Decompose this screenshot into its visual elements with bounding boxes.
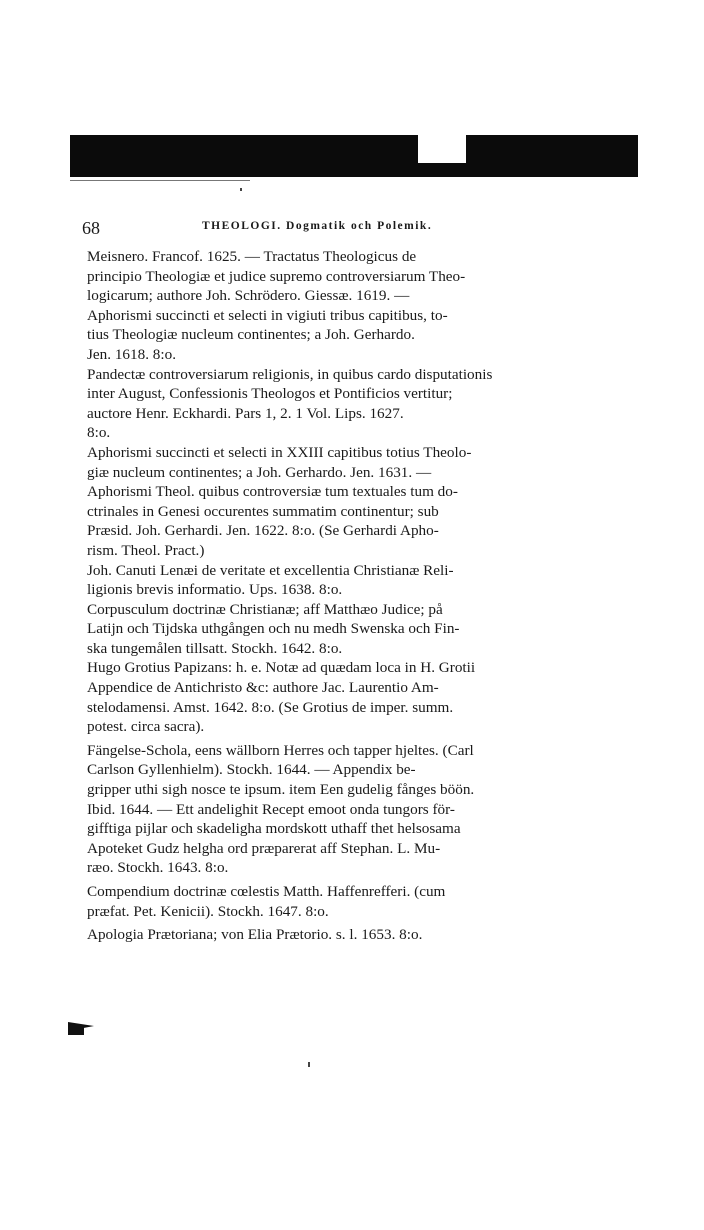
entry-line: giæ nucleum continentes; a Joh. Gerhardo. Jen. 1631. — <box>87 463 432 481</box>
entry-line: Pandectæ controversiarum religionis, in quibus cardo disputationis <box>87 365 493 383</box>
entry-line: Corpusculum doctrinæ Christianæ; aff Matthæo Judice; på <box>87 600 443 618</box>
entry-line: Latijn och Tijdska uthgången och nu medh Swenska och Fin- <box>87 620 460 638</box>
entry-line: Præsid. Joh. Gerhardi. Jen. 1622. 8:o. (Se Gerhardi Apho- <box>87 522 439 540</box>
bibliography-entry <box>87 365 647 443</box>
scan-top-black-bar <box>70 135 638 177</box>
bibliography-list <box>87 247 647 945</box>
bibliography-entry <box>87 600 647 659</box>
running-title: THEOLOGI. Dogmatik och Polemik. <box>202 220 433 232</box>
printer-mark-bar <box>68 1026 84 1035</box>
entry-line: ræo. Stockh. 1643. 8:o. <box>87 859 229 877</box>
page-number: 68 <box>82 218 100 238</box>
bibliography-entry <box>87 741 647 878</box>
entry-line: Appendice de Antichristo &c: authore Jac. Laurentio Am- <box>87 679 439 697</box>
entry-line: Meisnero. Francof. 1625. — Tractatus Theologicus de <box>87 248 417 265</box>
scan-top-notch <box>418 135 466 163</box>
entry-line: Aphorismi succincti et selecti in vigiuti tribus capitibus, to- <box>87 306 448 324</box>
entry-line: Aphorismi Theol. quibus controversiæ tum textuales tum do- <box>87 483 458 501</box>
bibliography-entry <box>87 247 647 365</box>
entry-line: gifftiga pijlar och skadeligha mordskott uthaff thet helsosama <box>87 820 461 838</box>
scan-top-rule <box>70 180 250 181</box>
entry-line: Apologia Prætoriana; von Elia Prætorio. s. l. 1653. 8:o. <box>87 926 423 944</box>
entry-line: Apoteket Gudz helgha ord præparerat aff Stephan. L. Mu- <box>87 839 441 857</box>
entry-line: Jen. 1618. 8:o. <box>87 345 177 363</box>
bibliography-entry <box>87 561 647 600</box>
entry-line: ctrinales in Genesi occurentes summatim continentur; sub <box>87 502 439 520</box>
entry-line: Joh. Canuti Lenæi de veritate et excellentia Christianæ Reli- <box>87 561 454 579</box>
entry-line: principio Theologiæ et judice supremo controversiarum Theo- <box>87 267 466 285</box>
entry-line: gripper uthi sigh nosce te ipsum. item Een gudelig fånges böön. <box>87 781 475 799</box>
entry-line: rism. Theol. Pract.) <box>87 541 205 559</box>
entry-line: Aphorismi succincti et selecti in XXIII capitibus totius Theolo- <box>87 443 472 461</box>
bibliography-entry <box>87 443 647 561</box>
entry-line: auctore Henr. Eckhardi. Pars 1, 2. 1 Vol. Lips. 1627. <box>87 404 404 422</box>
entry-line: inter August, Confessionis Theologos et Pontificios vertitur; <box>87 385 453 403</box>
entry-line: logicarum; authore Joh. Schrödero. Giessæ. 1619. — <box>87 287 410 305</box>
bibliography-entry <box>87 925 647 945</box>
entry-line: ska tungemålen tillsatt. Stockh. 1642. 8:o. <box>87 639 343 657</box>
entry-line: stelodamensi. Amst. 1642. 8:o. (Se Grotius de imper. summ. <box>87 698 454 716</box>
entry-line: Hugo Grotius Papizans: h. e. Notæ ad quædam loca in H. Grotii <box>87 659 476 677</box>
scan-speck <box>240 188 242 191</box>
entry-line: Fängelse-Schola, eens wällborn Herres och tapper hjeltes. (Carl <box>87 741 474 759</box>
entry-line: ligionis brevis informatio. Ups. 1638. 8:o. <box>87 581 343 599</box>
entry-line: præfat. Pet. Kenicii). Stockh. 1647. 8:o. <box>87 902 329 920</box>
entry-line: 8:o. <box>87 424 111 442</box>
entry-line: Ibid. 1644. — Ett andelighit Recept emoot onda tungors för- <box>87 800 455 818</box>
bibliography-entry <box>87 882 647 921</box>
entry-line: Compendium doctrinæ cœlestis Matth. Haffenrefferi. (cum <box>87 883 446 900</box>
entry-line: potest. circa sacra). <box>87 718 205 736</box>
entry-line: Carlson Gyllenhielm). Stockh. 1644. — Appendix be- <box>87 761 416 779</box>
bibliography-entry <box>87 658 647 736</box>
entry-line: tius Theologiæ nucleum continentes; a Joh. Gerhardo. <box>87 326 415 344</box>
scan-speck <box>308 1062 310 1067</box>
